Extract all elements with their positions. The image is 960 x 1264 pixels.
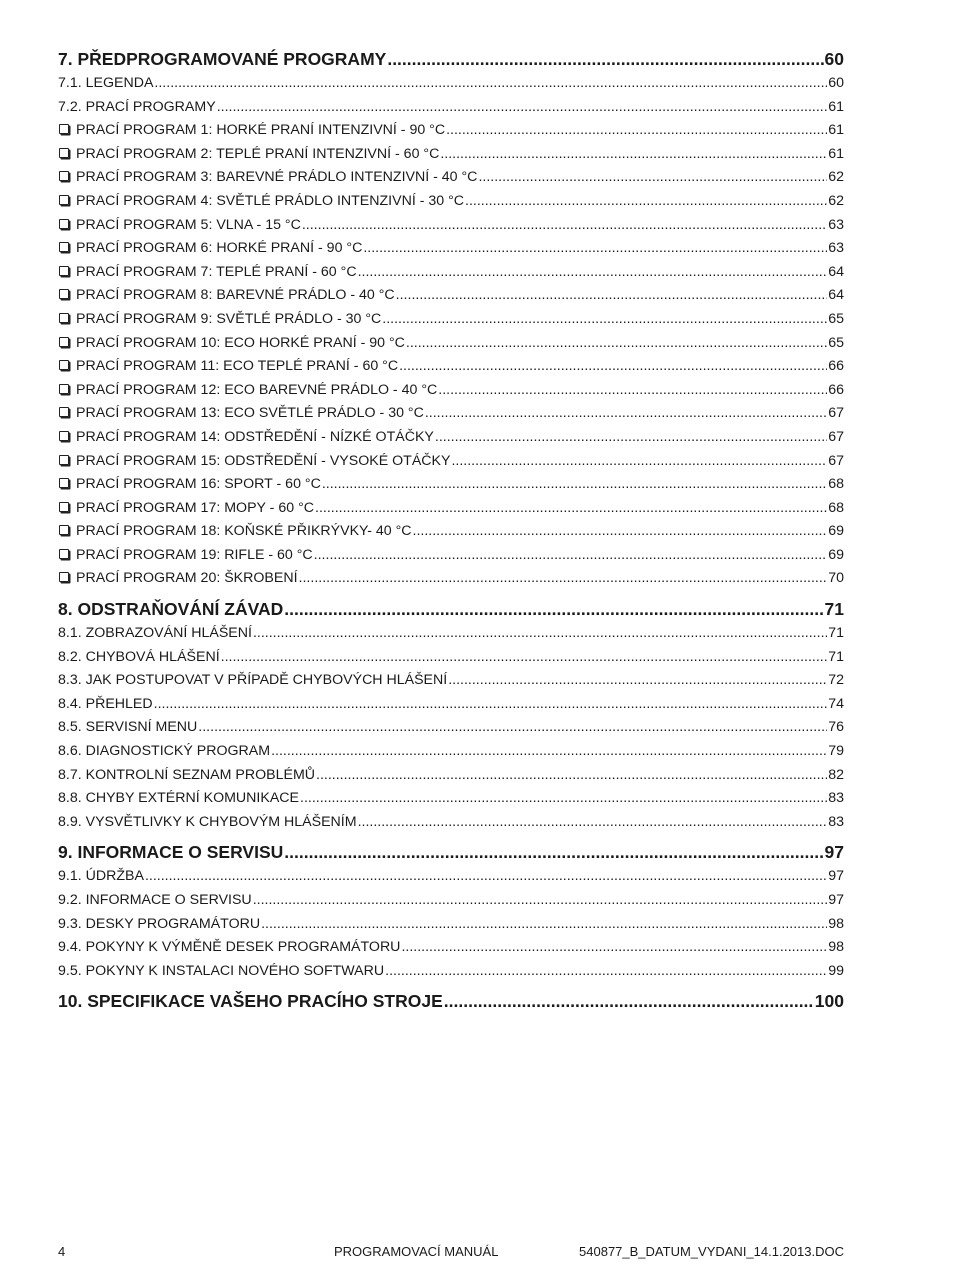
checkbox-icon <box>59 478 69 488</box>
dot-leader <box>154 693 828 717</box>
toc-page-number: 63 <box>828 216 844 233</box>
toc-page-number: 79 <box>828 743 844 760</box>
toc-program-entry[interactable] <box>58 355 844 379</box>
toc-subsection-entry[interactable] <box>58 936 844 960</box>
toc-page-number: 71 <box>828 648 844 665</box>
dot-leader <box>396 284 828 308</box>
footer-page-number: 4 <box>58 1244 66 1259</box>
toc-page-number: 61 <box>828 122 844 139</box>
toc-entry-label <box>58 787 299 811</box>
toc-entry-label <box>58 596 283 622</box>
toc-entry-text: PRACÍ PROGRAM 3: BAREVNÉ PRÁDLO INTENZIVNÍ - 40 °C <box>76 169 478 186</box>
checkbox-icon <box>59 219 69 229</box>
dot-leader <box>406 332 827 356</box>
toc-page-number: 64 <box>828 263 844 280</box>
toc-entry-label <box>58 960 384 984</box>
checkbox-icon <box>59 148 69 158</box>
toc-entry-label <box>58 96 216 120</box>
toc-subsection-entry[interactable] <box>58 96 844 120</box>
checkbox-icon <box>59 525 69 535</box>
checkbox-icon <box>59 431 69 441</box>
dot-leader <box>446 119 827 143</box>
toc-entry-label <box>58 646 220 670</box>
toc-entry-text: PRACÍ PROGRAM 16: SPORT - 60 °C <box>76 476 321 493</box>
table-of-contents <box>58 46 844 1014</box>
toc-page-number: 71 <box>824 599 844 620</box>
checkbox-icon <box>59 360 69 370</box>
toc-page-number: 71 <box>828 625 844 642</box>
toc-program-entry[interactable] <box>58 450 844 474</box>
toc-program-entry[interactable] <box>58 332 844 356</box>
toc-page-number: 70 <box>828 570 844 587</box>
toc-program-entry[interactable] <box>58 544 844 568</box>
toc-page-number: 60 <box>824 49 844 69</box>
toc-entry-text: PRACÍ PROGRAM 10: ECO HORKÉ PRANÍ - 90 °C <box>76 334 405 351</box>
toc-page-number: 98 <box>828 915 844 932</box>
toc-entry-label <box>58 839 283 865</box>
dot-leader <box>387 46 823 72</box>
checkbox-icon <box>59 171 69 181</box>
toc-program-entry[interactable] <box>58 143 844 167</box>
toc-entry-text: 8.4. PŘEHLED <box>58 695 153 712</box>
toc-entry-label <box>58 669 447 693</box>
toc-entry-text: 8.6. DIAGNOSTICKÝ PROGRAM <box>58 743 271 760</box>
toc-page-number: 97 <box>828 892 844 908</box>
dot-leader <box>401 936 827 960</box>
toc-page-number: 62 <box>828 192 844 209</box>
toc-entry-text: PRACÍ PROGRAM 15: ODSTŘEDĚNÍ - VYSOKÉ OTÁČKY <box>76 452 451 469</box>
toc-page-number: 97 <box>828 868 844 885</box>
toc-entry-text: PRACÍ PROGRAM 13: ECO SVĚTLÉ PRÁDLO - 30 °C <box>76 405 424 422</box>
toc-entry-text: PRACÍ PROGRAM 18: KOŇSKÉ PŘIKRÝVKY- 40 °C <box>76 523 412 540</box>
toc-program-entry[interactable] <box>58 237 844 261</box>
toc-entry-label <box>58 544 313 568</box>
dot-leader <box>363 237 827 261</box>
toc-page-number: 83 <box>828 813 844 830</box>
toc-subsection-entry[interactable] <box>58 669 844 693</box>
page-footer <box>58 1244 844 1264</box>
checkbox-icon <box>59 337 69 347</box>
toc-entry-label <box>58 355 398 379</box>
footer-document-id: 540877_B_DATUM_VYDANI_14.1.2013.DOC <box>579 1244 844 1259</box>
toc-entry-text: 7.2. PRACÍ PROGRAMY <box>58 98 216 115</box>
dot-leader <box>221 646 828 670</box>
toc-page-number: 83 <box>828 790 844 807</box>
toc-page-number: 64 <box>828 287 844 304</box>
toc-entry-label <box>58 473 321 497</box>
toc-subsection-entry[interactable] <box>58 889 844 913</box>
dot-leader <box>198 716 827 740</box>
dot-leader <box>465 190 827 214</box>
checkbox-icon <box>59 124 69 134</box>
toc-entry-text: PRACÍ PROGRAM 20: ŠKROBENÍ <box>76 570 298 587</box>
toc-program-entry[interactable] <box>58 261 844 285</box>
toc-entry-label <box>58 119 445 143</box>
dot-leader <box>300 787 827 811</box>
toc-entry-text: 7. PŘEDPROGRAMOVANÉ PROGRAMY <box>58 49 387 69</box>
dot-leader <box>435 426 827 450</box>
toc-page-number: 98 <box>828 939 844 956</box>
toc-entry-text: 9.3. DESKY PROGRAMÁTORU <box>58 915 261 932</box>
toc-entry-label <box>58 913 260 937</box>
toc-entry-label <box>58 214 301 238</box>
toc-page-number: 68 <box>828 499 844 516</box>
toc-entry-label <box>58 865 144 889</box>
checkbox-icon <box>59 242 69 252</box>
toc-page-number: 62 <box>828 169 844 186</box>
toc-entry-label <box>58 72 153 96</box>
toc-section-entry[interactable] <box>58 988 844 1014</box>
dot-leader <box>217 96 828 120</box>
toc-program-entry[interactable] <box>58 190 844 214</box>
toc-entry-label <box>58 567 298 591</box>
toc-page-number: 61 <box>828 145 844 162</box>
toc-subsection-entry[interactable] <box>58 811 844 835</box>
toc-entry-label <box>58 143 439 167</box>
dot-leader <box>358 811 828 835</box>
toc-program-entry[interactable] <box>58 473 844 497</box>
toc-entry-label <box>58 497 314 521</box>
toc-subsection-entry[interactable] <box>58 72 844 96</box>
toc-entry-label <box>58 764 315 788</box>
toc-entry-text: PRACÍ PROGRAM 5: VLNA - 15 °C <box>76 216 301 233</box>
toc-entry-label <box>58 261 357 285</box>
toc-entry-label <box>58 237 362 261</box>
toc-program-entry[interactable] <box>58 567 844 591</box>
toc-program-entry[interactable] <box>58 166 844 190</box>
toc-entry-text: PRACÍ PROGRAM 11: ECO TEPLÉ PRANÍ - 60 °C <box>76 358 399 375</box>
dot-leader <box>315 497 827 521</box>
checkbox-icon <box>59 195 69 205</box>
toc-program-entry[interactable] <box>58 520 844 544</box>
toc-page-number: 74 <box>828 695 844 712</box>
toc-entry-text: PRACÍ PROGRAM 7: TEPLÉ PRANÍ - 60 °C <box>76 263 357 280</box>
toc-page-number: 69 <box>828 546 844 563</box>
checkbox-icon <box>59 289 69 299</box>
toc-page-number: 72 <box>828 672 844 689</box>
toc-page-number: 67 <box>828 405 844 422</box>
toc-entry-label <box>58 520 412 544</box>
toc-entry-text: PRACÍ PROGRAM 2: TEPLÉ PRANÍ INTENZIVNÍ - 60 °C <box>76 145 440 162</box>
toc-page-number: 66 <box>828 358 844 375</box>
toc-entry-label <box>58 166 477 190</box>
toc-entry-text: 8.5. SERVISNÍ MENU <box>58 719 198 736</box>
dot-leader <box>478 166 827 190</box>
toc-page-number: 63 <box>828 240 844 257</box>
dot-leader <box>399 355 827 379</box>
toc-page-number: 99 <box>828 962 844 979</box>
toc-entry-text: PRACÍ PROGRAM 1: HORKÉ PRANÍ INTENZIVNÍ - 90 °C <box>76 122 446 139</box>
toc-entry-text: 8.9. VYSVĚTLIVKY K CHYBOVÝM HLÁŠENÍM <box>58 813 357 830</box>
toc-entry-text: PRACÍ PROGRAM 6: HORKÉ PRANÍ - 90 °C <box>76 240 363 257</box>
toc-program-entry[interactable] <box>58 402 844 426</box>
toc-entry-text: 7.1. LEGENDA <box>58 75 154 91</box>
dot-leader <box>440 143 827 167</box>
dot-leader <box>425 402 827 426</box>
toc-entry-text: 8. ODSTRAŇOVÁNÍ ZÁVAD <box>58 599 284 620</box>
dot-leader <box>358 261 828 285</box>
toc-page-number: 65 <box>828 334 844 351</box>
toc-entry-label <box>58 936 400 960</box>
toc-subsection-entry[interactable] <box>58 740 844 764</box>
dot-leader <box>316 764 827 788</box>
checkbox-icon <box>59 572 69 582</box>
toc-program-entry[interactable] <box>58 426 844 450</box>
toc-program-entry[interactable] <box>58 214 844 238</box>
toc-subsection-entry[interactable] <box>58 622 844 646</box>
toc-subsection-entry[interactable] <box>58 764 844 788</box>
toc-subsection-entry[interactable] <box>58 787 844 811</box>
dot-leader <box>253 622 827 646</box>
toc-subsection-entry[interactable] <box>58 646 844 670</box>
checkbox-icon <box>59 313 69 323</box>
dot-leader <box>382 308 827 332</box>
toc-section-entry[interactable] <box>58 596 844 622</box>
toc-entry-text: PRACÍ PROGRAM 12: ECO BAREVNÉ PRÁDLO - 40 °C <box>76 381 438 398</box>
toc-entry-label <box>58 740 270 764</box>
toc-entry-label <box>58 379 437 403</box>
toc-subsection-entry[interactable] <box>58 716 844 740</box>
toc-entry-label <box>58 284 395 308</box>
toc-entry-text: PRACÍ PROGRAM 14: ODSTŘEDĚNÍ - NÍZKÉ OTÁČKY <box>76 428 434 445</box>
toc-entry-label <box>58 622 252 646</box>
toc-entry-text: PRACÍ PROGRAM 8: BAREVNÉ PRÁDLO - 40 °C <box>76 287 395 304</box>
checkbox-icon <box>59 549 69 559</box>
dot-leader <box>154 72 827 96</box>
dot-leader <box>284 839 823 865</box>
dot-leader <box>302 214 827 238</box>
toc-page-number: 65 <box>828 310 844 327</box>
dot-leader <box>438 379 827 403</box>
toc-entry-label <box>58 450 450 474</box>
toc-page-number: 67 <box>828 428 844 445</box>
checkbox-icon <box>59 455 69 465</box>
toc-program-entry[interactable] <box>58 379 844 403</box>
toc-entry-label <box>58 332 405 356</box>
dot-leader <box>314 544 828 568</box>
toc-entry-label <box>58 988 443 1014</box>
toc-entry-text: 9.4. POKYNY K VÝMĚNĚ DESEK PROGRAMÁTORU <box>58 939 401 956</box>
toc-entry-text: 8.1. ZOBRAZOVÁNÍ HLÁŠENÍ <box>58 625 252 642</box>
checkbox-icon <box>59 384 69 394</box>
toc-entry-label <box>58 308 381 332</box>
toc-program-entry[interactable] <box>58 284 844 308</box>
toc-entry-label <box>58 716 197 740</box>
toc-entry-text: 9.5. POKYNY K INSTALACI NOVÉHO SOFTWARU <box>58 962 385 979</box>
toc-entry-label <box>58 426 434 450</box>
dot-leader <box>145 865 827 889</box>
dot-leader <box>253 889 828 913</box>
dot-leader <box>261 913 827 937</box>
toc-page-number: 67 <box>828 452 844 469</box>
toc-page-number: 69 <box>828 523 844 540</box>
dot-leader <box>451 450 827 474</box>
toc-entry-text: 9.2. INFORMACE O SERVISU <box>58 892 252 908</box>
dot-leader <box>271 740 827 764</box>
dot-leader <box>413 520 828 544</box>
toc-entry-text: 10. SPECIFIKACE VAŠEHO PRACÍHO STROJE <box>58 991 443 1012</box>
toc-entry-text: 8.8. CHYBY EXTÉRNÍ KOMUNIKACE <box>58 790 299 807</box>
toc-page-number: 97 <box>824 842 844 863</box>
toc-subsection-entry[interactable] <box>58 865 844 889</box>
toc-page-number: 68 <box>828 476 844 493</box>
toc-entry-text: PRACÍ PROGRAM 9: SVĚTLÉ PRÁDLO - 30 °C <box>76 310 382 327</box>
footer-manual-title: PROGRAMOVACÍ MANUÁL <box>334 1244 499 1259</box>
toc-entry-text: 8.2. CHYBOVÁ HLÁŠENÍ <box>58 648 220 665</box>
toc-page-number: 60 <box>828 75 844 91</box>
toc-entry-text: 8.3. JAK POSTUPOVAT V PŘÍPADĚ CHYBOVÝCH HLÁŠENÍ <box>58 672 448 689</box>
toc-program-entry[interactable] <box>58 119 844 143</box>
toc-entry-text: 9.1. ÚDRŽBA <box>58 868 144 885</box>
toc-subsection-entry[interactable] <box>58 693 844 717</box>
dot-leader <box>322 473 827 497</box>
toc-section-entry[interactable] <box>58 839 844 865</box>
toc-entry-label <box>58 811 357 835</box>
toc-program-entry[interactable] <box>58 497 844 521</box>
toc-page-number: 76 <box>828 719 844 736</box>
dot-leader <box>385 960 827 984</box>
toc-entry-label <box>58 46 386 72</box>
toc-page-number: 61 <box>828 98 844 115</box>
toc-section-entry[interactable] <box>58 46 844 72</box>
toc-entry-text: PRACÍ PROGRAM 17: MOPY - 60 °C <box>76 499 314 516</box>
toc-entry-text: 8.7. KONTROLNÍ SEZNAM PROBLÉMŮ <box>58 766 316 783</box>
toc-entry-label <box>58 889 252 913</box>
dot-leader <box>299 567 828 591</box>
checkbox-icon <box>59 407 69 417</box>
dot-leader <box>448 669 827 693</box>
dot-leader <box>284 596 823 622</box>
toc-subsection-entry[interactable] <box>58 913 844 937</box>
toc-program-entry[interactable] <box>58 308 844 332</box>
checkbox-icon <box>59 266 69 276</box>
toc-page-number: 100 <box>814 991 844 1012</box>
toc-subsection-entry[interactable] <box>58 960 844 984</box>
toc-entry-text: 9. INFORMACE O SERVISU <box>58 842 284 863</box>
toc-entry-label <box>58 190 464 214</box>
toc-page-number: 66 <box>828 381 844 398</box>
toc-entry-label <box>58 402 424 426</box>
toc-entry-text: PRACÍ PROGRAM 19: RIFLE - 60 °C <box>76 546 313 563</box>
dot-leader <box>444 988 814 1014</box>
toc-entry-text: PRACÍ PROGRAM 4: SVĚTLÉ PRÁDLO INTENZIVNÍ - 30 °C <box>76 192 465 209</box>
checkbox-icon <box>59 502 69 512</box>
toc-page-number: 82 <box>828 766 844 783</box>
toc-entry-label <box>58 693 153 717</box>
